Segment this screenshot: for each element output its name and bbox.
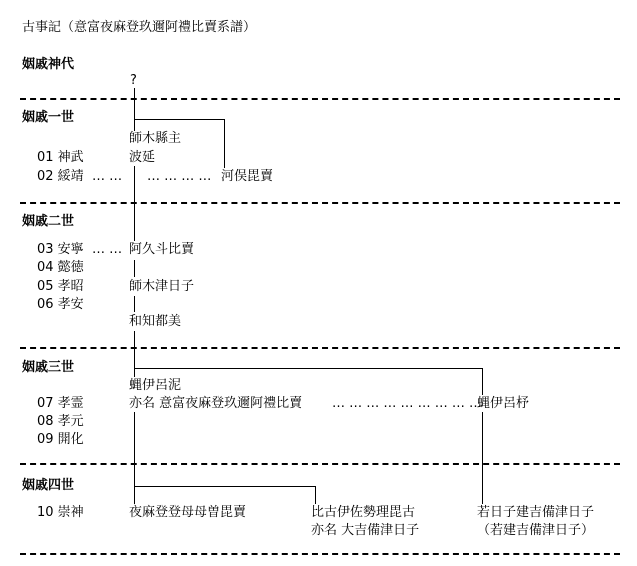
- section-header-gen3: 姻戚三世: [22, 360, 75, 375]
- dots-03: … …: [92, 242, 123, 257]
- section-header-gen2: 姻戚二世: [22, 214, 75, 229]
- person-hiko-isaseri-alias: 亦名 大吉備津日子: [311, 523, 420, 538]
- person-yamato-toto: 夜麻登登母母曽毘賣: [129, 505, 247, 520]
- line-down-kawamata: [224, 119, 225, 168]
- person-shiki-tsuhiko: 師木津日子: [129, 279, 195, 294]
- emperor-04: 04 懿徳: [37, 260, 84, 275]
- section-header-kamiyo: 姻戚神代: [22, 57, 75, 72]
- dots-02b: … … … …: [147, 169, 212, 184]
- line-branch-kawamata: [134, 119, 225, 120]
- line-unknown-to-shiki-agata: [134, 88, 135, 131]
- emperor-06: 06 孝安: [37, 297, 84, 312]
- section-header-gen1: 姻戚一世: [22, 110, 75, 125]
- separator-1: [20, 98, 620, 100]
- person-hae: 波延: [129, 150, 156, 165]
- line-down-haiiro-do: [482, 368, 483, 395]
- line-haiiro-ne-to-yamato: [134, 412, 135, 504]
- emperor-08: 08 孝元: [37, 414, 84, 429]
- person-haiiro-ne: 蝿伊呂泥: [129, 378, 182, 393]
- separator-2: [20, 202, 620, 204]
- line-akuto-to-shiki-tsuhiko: [134, 260, 135, 277]
- person-kawamata-bime: 河俣毘賣: [221, 169, 274, 184]
- line-hae-to-akuto: [134, 166, 135, 241]
- dots-07: … … … … … … … … …: [332, 396, 483, 411]
- person-wakahiko-take: 若日子建吉備津日子: [477, 505, 595, 520]
- unknown-marker: ?: [130, 73, 137, 88]
- emperor-03: 03 安寧: [37, 242, 84, 257]
- person-haiiro-ne-alias: 亦名 意富夜麻登玖邇阿禮比賣: [129, 396, 303, 411]
- person-haiiro-do: 蝿伊呂杼: [477, 396, 530, 411]
- line-branch-haiiro-do: [134, 368, 483, 369]
- line-wachi-to-haiiro-ne: [134, 331, 135, 377]
- person-shiki-agata: 師木縣主: [129, 131, 182, 146]
- person-akuto-hime: 阿久斗比賣: [129, 242, 195, 257]
- emperor-07: 07 孝霊: [37, 396, 84, 411]
- line-down-hiko-isaseri: [315, 486, 316, 504]
- emperor-02: 02 綏靖: [37, 169, 84, 184]
- line-branch-hiko-isaseri: [134, 486, 316, 487]
- separator-4: [20, 463, 620, 465]
- page-title: 古事記（意富夜麻登玖邇阿禮比賣系譜）: [22, 20, 257, 35]
- separator-3: [20, 347, 620, 349]
- emperor-09: 09 開化: [37, 432, 84, 447]
- line-haiiro-do-to-wakahiko: [482, 412, 483, 504]
- emperor-05: 05 孝昭: [37, 279, 84, 294]
- person-hiko-isaseri: 比古伊佐勢理毘古: [311, 505, 416, 520]
- dots-02a: … …: [92, 169, 123, 184]
- emperor-01: 01 神武: [37, 150, 84, 165]
- person-wakahiko-take-alias: （若建吉備津日子）: [477, 523, 595, 538]
- section-header-gen4: 姻戚四世: [22, 478, 75, 493]
- person-wachi-tsumi: 和知都美: [129, 314, 182, 329]
- emperor-10: 10 崇神: [37, 505, 84, 520]
- line-shiki-tsuhiko-to-wachi: [134, 296, 135, 312]
- separator-5: [20, 553, 620, 555]
